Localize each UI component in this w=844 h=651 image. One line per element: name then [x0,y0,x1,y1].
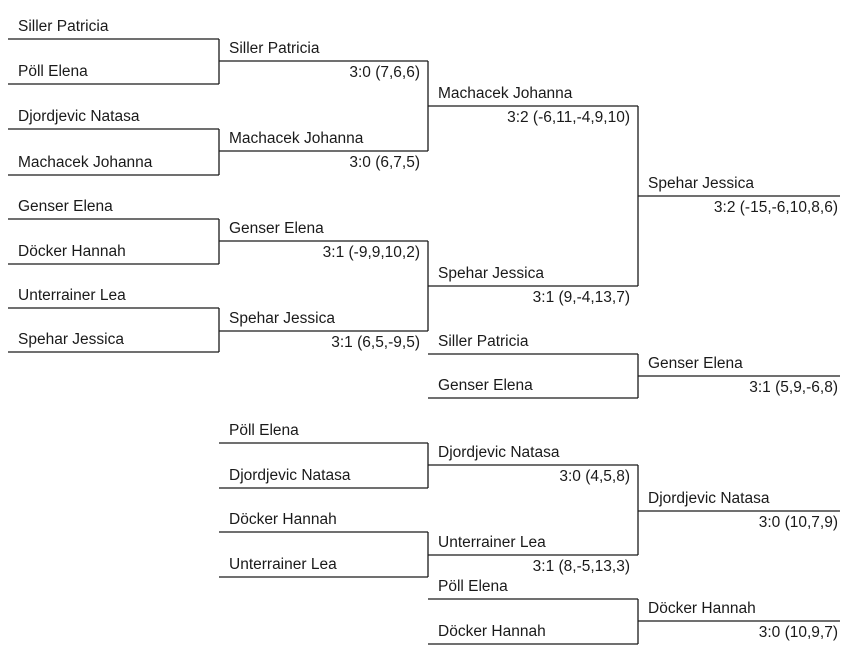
player-name: Machacek Johanna [18,154,153,171]
player-name: Machacek Johanna [229,130,364,147]
player-name: Spehar Jessica [438,265,544,282]
match-score: 3:0 (6,7,5) [349,154,420,171]
player-name: Döcker Hannah [438,623,546,640]
player-name: Siller Patricia [438,333,529,350]
player-name: Pöll Elena [18,63,88,80]
player-name: Unterrainer Lea [438,534,546,551]
match-score: 3:1 (-9,9,10,2) [322,244,420,261]
match-score: 3:2 (-6,11,-4,9,10) [507,109,630,126]
player-name: Döcker Hannah [18,243,126,260]
match-score: 3:1 (8,-5,13,3) [532,558,630,575]
player-name: Genser Elena [648,355,743,372]
match-score: 3:0 (10,7,9) [758,514,838,531]
player-name: Spehar Jessica [648,175,754,192]
player-name: Unterrainer Lea [18,287,126,304]
player-name: Spehar Jessica [18,331,124,348]
match-score: 3:0 (4,5,8) [559,468,630,485]
player-name: Döcker Hannah [648,600,756,617]
player-name: Djordjevic Natasa [229,467,351,484]
player-name: Djordjevic Natasa [648,490,770,507]
player-name: Spehar Jessica [229,310,335,327]
match-score: 3:0 (7,6,6) [349,64,420,81]
match-score: 3:1 (9,-4,13,7) [532,289,630,306]
match-score: 3:0 (10,9,7) [758,624,838,641]
player-name: Machacek Johanna [438,85,573,102]
player-name: Genser Elena [18,198,113,215]
match-score: 3:1 (5,9,-6,8) [749,379,838,396]
player-name: Pöll Elena [438,578,508,595]
player-name: Unterrainer Lea [229,556,337,573]
player-name: Döcker Hannah [229,511,337,528]
player-name: Siller Patricia [18,18,109,35]
player-name: Pöll Elena [229,422,299,439]
player-name: Genser Elena [438,377,533,394]
player-name: Djordjevic Natasa [438,444,560,461]
match-score: 3:1 (6,5,-9,5) [331,334,420,351]
player-name: Djordjevic Natasa [18,108,140,125]
player-name: Genser Elena [229,220,324,237]
player-name: Siller Patricia [229,40,320,57]
match-score: 3:2 (-15,-6,10,8,6) [713,199,838,216]
